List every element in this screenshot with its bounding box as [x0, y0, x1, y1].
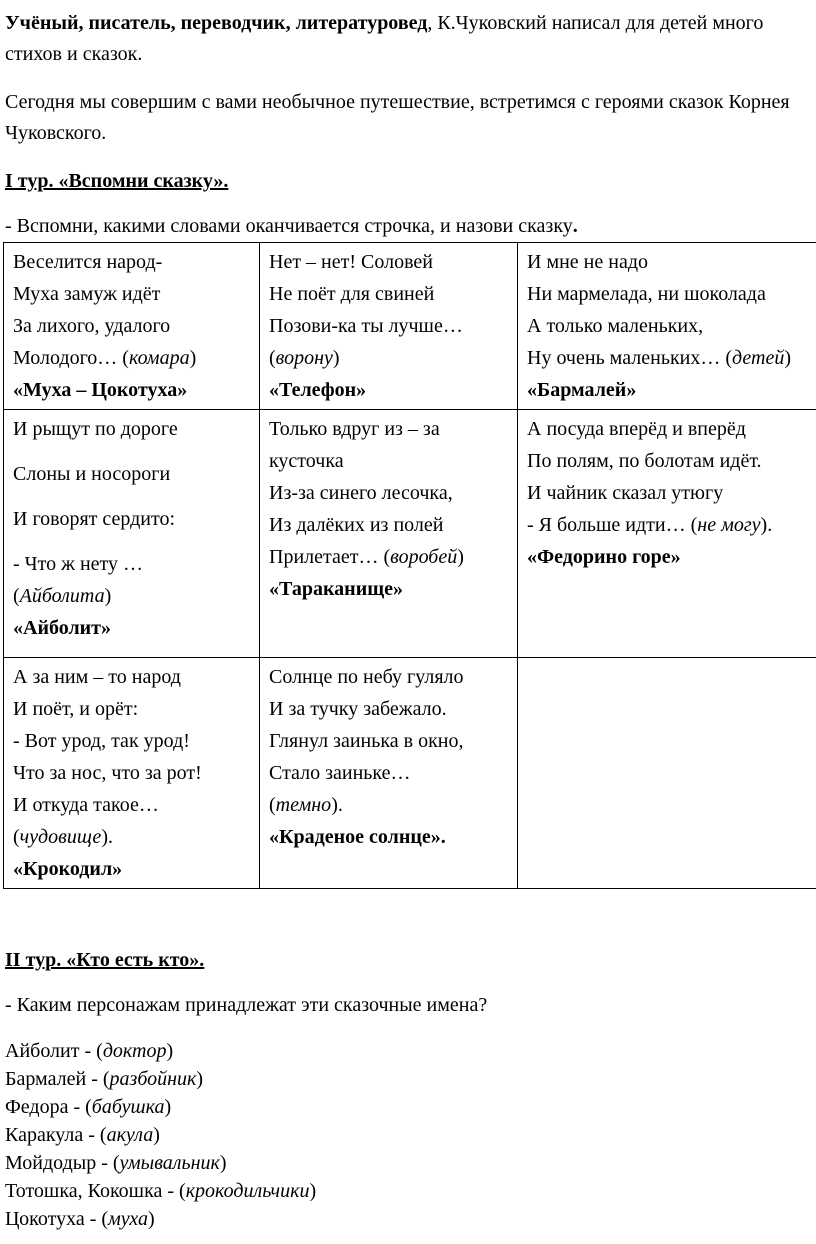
verse-segment: И чайник сказал утюгу — [527, 482, 724, 504]
character-name-item — [5, 1149, 816, 1177]
verse-segment: За лихого, удалого — [13, 315, 171, 337]
table-cell-r3c2 — [260, 658, 518, 889]
verse-segment: ). — [101, 826, 113, 848]
table-row — [4, 410, 816, 658]
table-row — [4, 243, 816, 410]
verse-line — [527, 310, 816, 342]
verse-segment: Солнце по небу гуляло — [269, 666, 464, 688]
verse-segment: Молодого… ( — [13, 347, 129, 369]
verse-segment: Только вдруг из – за кусточка — [269, 418, 440, 472]
verse-line — [13, 548, 251, 580]
closing-paren: ) — [196, 1068, 204, 1090]
verse-block — [13, 246, 251, 406]
verse-segment: «Краденое солнце». — [269, 826, 446, 848]
verse-line — [13, 693, 251, 725]
verse-segment: ). — [331, 794, 343, 816]
verse-segment: А за ним – то народ — [13, 666, 181, 688]
verse-segment: Слоны и носороги — [13, 463, 171, 485]
verse-line — [269, 725, 509, 757]
character-name: Федора - ( — [5, 1096, 92, 1118]
character-answer: умывальник — [119, 1152, 220, 1174]
verse-segment: Позови-ка ты лучше… — [269, 315, 463, 337]
character-answer: разбойник — [109, 1068, 197, 1090]
table-cell-r2c1 — [4, 410, 260, 658]
character-answer: бабушка — [91, 1096, 165, 1118]
verse-line — [13, 725, 251, 757]
verse-segment: И откуда такое… — [13, 794, 159, 816]
table-cell-r3c1 — [4, 658, 260, 889]
verse-block — [13, 413, 251, 445]
intro-lead-bold: Учёный, писатель, переводчик, литературовед — [5, 12, 428, 34]
table-cell-r2c2 — [260, 410, 518, 658]
verse-line — [527, 413, 816, 445]
verse-block — [13, 548, 251, 644]
verse-segment: ворону — [275, 347, 333, 369]
verse-segment: Что за нос, что за рот! — [13, 762, 202, 784]
table-cell-r2c3 — [518, 410, 816, 658]
verse-line — [527, 509, 816, 541]
verse-line — [269, 278, 509, 310]
verse-line — [13, 821, 251, 853]
verse-line — [527, 541, 816, 573]
verse-segment: Глянул заинька в окно, — [269, 730, 464, 752]
verse-segment: И поёт, и орёт: — [13, 698, 139, 720]
verse-block — [13, 458, 251, 490]
character-answer: доктор — [102, 1040, 167, 1062]
verse-segment: А только маленьких, — [527, 315, 704, 337]
verse-segment: Нет – нет! Соловей — [269, 251, 434, 273]
character-answer: крокодильчики — [185, 1180, 310, 1202]
verse-segment: Из далёких из полей — [269, 514, 444, 536]
character-name: Цокотуха - ( — [5, 1208, 109, 1230]
closing-paren: ) — [164, 1096, 172, 1118]
verse-line — [527, 445, 816, 477]
verse-line — [269, 693, 509, 725]
verse-line — [13, 246, 251, 278]
verse-segment: «Бармалей» — [527, 379, 637, 401]
verse-segment: ( — [13, 826, 20, 848]
verse-line — [13, 789, 251, 821]
tour1-instruction-period: . — [572, 215, 578, 237]
table-cell-r1c1 — [4, 243, 260, 410]
verse-line — [269, 509, 509, 541]
verse-line — [269, 541, 509, 573]
verse-segment: И говорят сердито: — [13, 508, 176, 530]
tour1-heading: I тур. «Вспомни сказку». — [5, 170, 229, 192]
verse-line — [269, 821, 509, 853]
verse-line — [13, 413, 251, 445]
verse-segment: ) — [332, 347, 340, 369]
character-name-item — [5, 1177, 816, 1205]
verse-line — [269, 789, 509, 821]
verse-block — [269, 413, 509, 605]
verse-segment: «Крокодил» — [13, 858, 123, 880]
tour2-question: - Каким персонажам принадлежат эти сказочные имена? — [5, 994, 488, 1016]
character-name: Каракула - ( — [5, 1124, 107, 1146]
verse-segment: темно — [275, 794, 332, 816]
verse-line — [13, 661, 251, 693]
verse-line — [13, 342, 251, 374]
character-names-list — [5, 1037, 816, 1233]
verse-block — [269, 246, 509, 406]
verse-segment: Стало заиньке… — [269, 762, 411, 784]
verse-line — [13, 458, 251, 490]
verse-segment: - Что ж нету … — [13, 553, 144, 575]
verse-segment: «Айболит» — [13, 617, 112, 639]
character-answer: муха — [108, 1208, 149, 1230]
character-name-item — [5, 1093, 816, 1121]
table-cell-r1c2 — [260, 243, 518, 410]
verse-segment: «Телефон» — [269, 379, 367, 401]
verse-segment: ) — [104, 585, 112, 607]
verse-segment: И рыщут по дороге — [13, 418, 178, 440]
verse-line — [269, 413, 509, 477]
verse-line — [13, 580, 251, 612]
verse-line — [527, 278, 816, 310]
verse-segment: И за тучку забежало. — [269, 698, 447, 720]
verse-segment: По полям, по болотам идёт. — [527, 450, 762, 472]
verse-segment: Айболита — [19, 585, 105, 607]
verse-line — [527, 246, 816, 278]
tour1-instruction-text: - Вспомни, какими словами оканчивается строчка, и назови сказку — [5, 215, 573, 237]
verse-line — [269, 757, 509, 789]
table-cell-r3c3 — [518, 658, 816, 889]
intro-paragraph-1 — [5, 8, 795, 70]
tour1-instruction — [5, 211, 795, 242]
character-name: Айболит - ( — [5, 1040, 103, 1062]
verse-line — [269, 246, 509, 278]
character-name-item — [5, 1121, 816, 1149]
intro-lead-rest: , К.Чуковский написал для детей много стихов и сказок. — [5, 12, 764, 65]
verse-line — [13, 853, 251, 885]
verse-line — [269, 477, 509, 509]
verse-segment: Муха замуж идёт — [13, 283, 161, 305]
verse-block — [13, 661, 251, 885]
verse-segment: ( — [13, 585, 20, 607]
verse-line — [13, 310, 251, 342]
verse-segment: Веселится народ- — [13, 251, 163, 273]
character-name: Мойдодыр - ( — [5, 1152, 120, 1174]
verse-segment: «Тараканище» — [269, 578, 403, 600]
verse-segment: Ну очень маленьких… ( — [527, 347, 733, 369]
verse-segment: «Федорино горе» — [527, 546, 681, 568]
verse-line — [13, 757, 251, 789]
character-name-item — [5, 1205, 816, 1233]
character-answer: акула — [106, 1124, 154, 1146]
verse-block — [269, 661, 509, 853]
character-name-item — [5, 1037, 816, 1065]
verse-segment: детей — [732, 347, 785, 369]
verse-segment: - Я больше идти… ( — [527, 514, 698, 536]
verse-line — [13, 374, 251, 406]
tour2-heading: II тур. «Кто есть кто». — [5, 949, 205, 971]
closing-paren: ) — [219, 1152, 227, 1174]
verse-line — [269, 573, 509, 605]
verse-line — [527, 342, 816, 374]
verse-block — [527, 413, 816, 573]
verse-segment: воробей — [390, 546, 458, 568]
verse-segment: Не поёт для свиней — [269, 283, 435, 305]
verse-line — [269, 374, 509, 406]
verse-block — [527, 246, 816, 406]
verse-segment: Прилетает… ( — [269, 546, 391, 568]
verse-segment: ( — [269, 347, 276, 369]
character-name-item — [5, 1065, 816, 1093]
intro-paragraph-2: Сегодня мы совершим с вами необычное путешествие, встретимся с героями сказок Корнея Чуковского. — [5, 91, 790, 144]
verse-segment: чудовище — [19, 826, 102, 848]
character-name: Тотошка, Кокошка - ( — [5, 1180, 186, 1202]
verse-segment: не могу — [697, 514, 761, 536]
verse-segment: «Муха – Цокотуха» — [13, 379, 188, 401]
verse-line — [527, 477, 816, 509]
verse-segment: - Вот урод, так урод! — [13, 730, 190, 752]
riddle-table — [3, 242, 816, 889]
verse-segment: Из-за синего лесочка, — [269, 482, 453, 504]
table-cell-r1c3 — [518, 243, 816, 410]
verse-segment: ) — [784, 347, 791, 369]
verse-line — [269, 661, 509, 693]
verse-line — [13, 612, 251, 644]
closing-paren: ) — [148, 1208, 155, 1230]
verse-segment: ) — [457, 546, 464, 568]
verse-segment: комара — [128, 347, 190, 369]
closing-paren: ) — [309, 1180, 317, 1202]
closing-paren: ) — [153, 1124, 160, 1146]
verse-segment: ). — [760, 514, 773, 536]
table-row — [4, 658, 816, 889]
verse-segment: А посуда вперёд и вперёд — [527, 418, 746, 440]
verse-line — [269, 310, 509, 342]
closing-paren: ) — [166, 1040, 174, 1062]
verse-line — [13, 503, 251, 535]
verse-line — [13, 278, 251, 310]
verse-segment: ( — [269, 794, 276, 816]
verse-line — [527, 374, 816, 406]
verse-block — [13, 503, 251, 535]
character-name: Бармалей - ( — [5, 1068, 110, 1090]
verse-line — [269, 342, 509, 374]
verse-segment: ) — [189, 347, 197, 369]
verse-segment: И мне не надо — [527, 251, 649, 273]
verse-segment: Ни мармелада, ни шоколада — [527, 283, 766, 305]
